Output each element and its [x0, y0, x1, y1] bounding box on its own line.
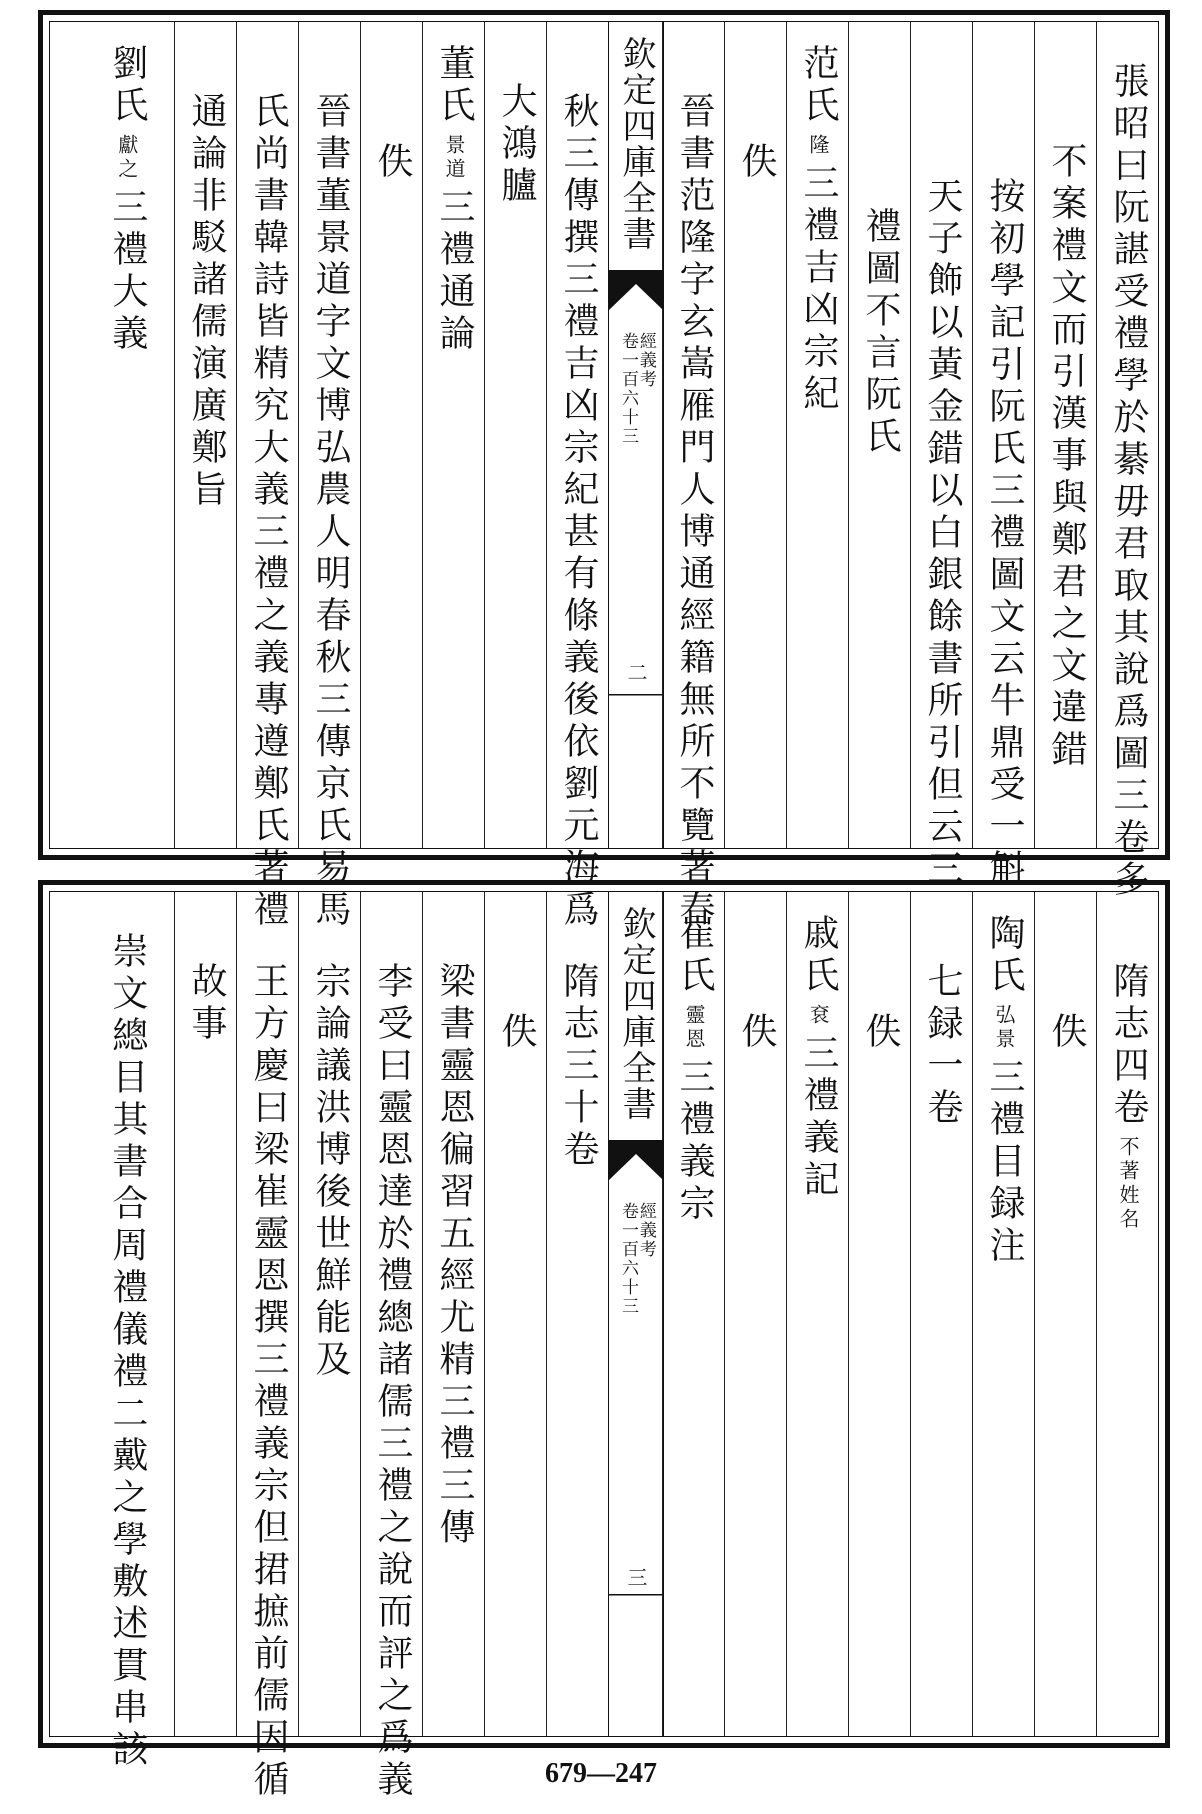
text-column [50, 22, 174, 848]
column-text: 按初學記引阮氏三禮圖文云牛鼎受一斛 [984, 177, 1025, 891]
column-text: 通論非駁諸儒演廣鄭旨 [186, 92, 227, 512]
top-page [38, 10, 1170, 932]
text-column [484, 22, 547, 848]
column-text: 秋三傳撰三禮吉凶宗紀甚有條義後依劉元海爲 [558, 92, 599, 932]
book-title: 三禮義宗 [674, 1058, 715, 1226]
author-note: 袞 [806, 1004, 830, 1028]
center-margin [608, 22, 664, 848]
source-note: 不著姓名 [1116, 1136, 1140, 1232]
text-column [360, 892, 423, 1802]
column-text: 梁書靈恩徧習五經尤精三禮三傳 [434, 962, 475, 1550]
margin-title: 欽定四庫全書 [616, 36, 656, 252]
column-text: 隋志三十卷 [558, 962, 599, 1172]
author-name: 陶氏 [984, 914, 1025, 998]
page-number: 679—247 [545, 1758, 657, 1789]
column-text: 禮圖不言阮氏 [860, 207, 901, 459]
margin-subtitle: 經義考 卷一百六十三 [618, 332, 656, 446]
column-text: 佚 [736, 142, 777, 184]
author-name: 崔氏 [674, 914, 715, 998]
author-name: 劉氏 [106, 44, 148, 128]
lower-fishtail-ornament [609, 1594, 663, 1624]
column-text: 佚 [496, 1012, 537, 1054]
column-text [984, 914, 1025, 1268]
text-column [910, 892, 973, 1736]
margin-title: 欽定四庫全書 [616, 906, 656, 1122]
book-title: 三禮吉凶宗紀 [798, 164, 839, 416]
author-note: 隆 [806, 134, 830, 158]
text-column [662, 22, 725, 932]
text-column [298, 22, 361, 932]
column-text: 佚 [736, 1012, 777, 1054]
column-text: 故事 [186, 962, 227, 1046]
text-column [174, 22, 237, 848]
column-text [798, 44, 839, 416]
source-text: 隋志四卷 [1108, 962, 1149, 1130]
text-column [50, 892, 174, 1772]
column-text [798, 914, 839, 1202]
text-column [484, 892, 547, 1736]
author-note: 景道 [442, 134, 466, 182]
text-column [236, 22, 299, 932]
text-column [1034, 22, 1097, 848]
book-title: 三禮目録注 [984, 1058, 1025, 1268]
text-column [1096, 22, 1159, 902]
column-text: 崇文總目其書合周禮儀禮二戴之學敷述貫串該 [106, 932, 148, 1772]
column-text: 氏尚書韓詩皆精究大義三禮之義專遵鄭氏著禮 [248, 92, 289, 932]
text-column [1034, 892, 1097, 1736]
column-text: 晉書董景道字文博弘農人明春秋三傳京氏易馬 [310, 92, 351, 932]
center-margin [608, 892, 664, 1736]
lower-fishtail-ornament [609, 694, 663, 724]
column-text: 七録一卷 [922, 962, 963, 1130]
column-text: 大鴻臚 [496, 82, 537, 208]
text-column [422, 22, 485, 848]
top-page-inner-frame [49, 21, 1159, 932]
column-text [434, 44, 475, 356]
column-text: 天子飾以黃金錯以白銀餘書所引但云三 [922, 177, 963, 891]
text-column [662, 892, 725, 1736]
text-column [298, 892, 361, 1736]
column-text [674, 914, 715, 1226]
column-text: 宗論議洪博後世鮮能及 [310, 962, 351, 1382]
text-column [174, 892, 237, 1736]
column-text: 佚 [372, 142, 413, 184]
text-column [848, 22, 911, 848]
author-note: 弘景 [992, 1004, 1016, 1052]
book-title: 三禮通論 [434, 188, 475, 356]
text-column [360, 22, 423, 848]
fishtail-ornament [609, 270, 663, 310]
text-column [236, 892, 299, 1802]
book-title: 三禮義記 [798, 1034, 839, 1202]
author-note: 獻之 [114, 134, 139, 182]
author-note: 靈恩 [682, 1004, 706, 1052]
column-text: 佚 [860, 1012, 901, 1054]
text-column [848, 892, 911, 1736]
column-text [1108, 962, 1149, 1238]
text-column [1096, 892, 1159, 1736]
author-name: 董氏 [434, 44, 475, 128]
leaf-number: 三 [624, 1567, 648, 1587]
text-column [972, 22, 1035, 891]
author-name: 范氏 [798, 44, 839, 128]
column-text: 張昭曰阮諶受禮學於綦毋君取其說爲圖三卷多 [1108, 62, 1149, 902]
column-text: 不案禮文而引漢事與鄭君之文違錯 [1046, 142, 1087, 772]
column-text: 晉書范隆字玄嵩雁門人博通經籍無所不覽著春 [674, 92, 715, 932]
book-title: 三禮大義 [106, 188, 148, 356]
column-text: 李受曰靈恩達於禮總諸儒三禮之說而評之爲義 [372, 962, 413, 1802]
margin-subtitle: 經義考 卷一百六十三 [618, 1202, 656, 1316]
author-name: 戚氏 [798, 914, 839, 998]
text-column [972, 892, 1035, 1736]
text-column [546, 22, 609, 932]
column-text [106, 44, 148, 356]
leaf-number: 二 [624, 662, 648, 682]
text-column [546, 892, 609, 1736]
column-text: 佚 [1046, 1012, 1087, 1054]
column-text: 王方慶曰梁崔靈恩撰三禮義宗但捃摭前儒因循 [248, 962, 289, 1802]
text-column [786, 892, 849, 1736]
text-column [724, 892, 787, 1736]
text-column [724, 22, 787, 848]
fishtail-ornament [609, 1140, 663, 1180]
text-column [786, 22, 849, 848]
text-column [422, 892, 485, 1736]
text-column [910, 22, 973, 891]
